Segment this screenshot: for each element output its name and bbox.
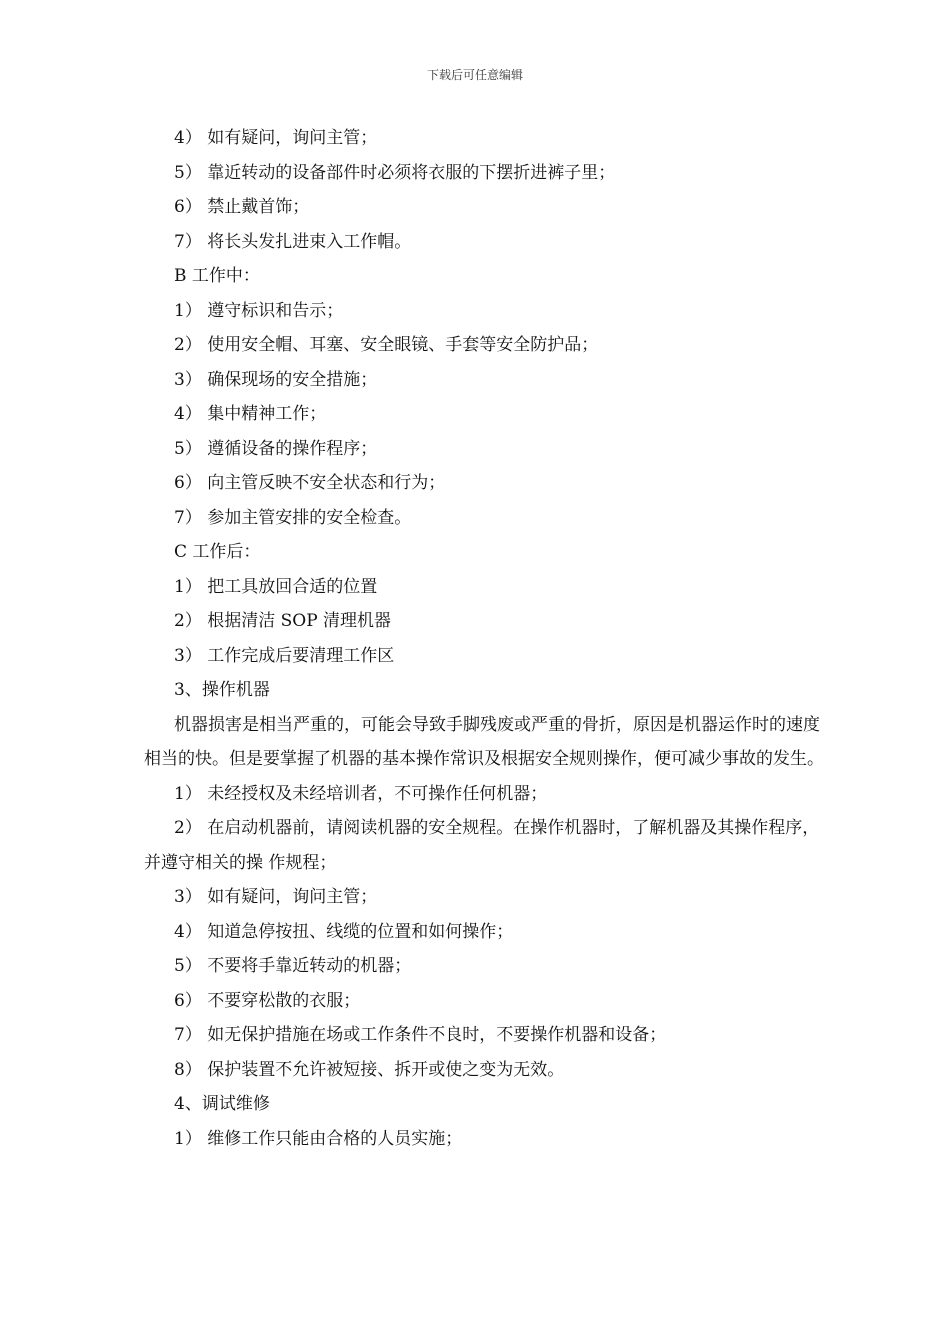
- list-line: 8） 保护装置不允许被短接、拆开或使之变为无效。: [174, 1059, 565, 1080]
- page-header: 下载后可任意编辑: [426, 68, 523, 82]
- list-line: 4、调试维修: [174, 1094, 270, 1114]
- list-line: 2） 根据清洁 SOP 清理机器: [174, 611, 392, 631]
- list-line: 7） 参加主管安排的安全检查。: [174, 507, 412, 528]
- list-line: 1） 把工具放回合适的位置: [174, 576, 378, 597]
- list-line: 6） 向主管反映不安全状态和行为；: [174, 473, 446, 493]
- list-line: 5） 不要将手靠近转动的机器；: [174, 956, 412, 976]
- list-line: 4） 知道急停按扭、线缆的位置和如何操作；: [174, 921, 514, 942]
- list-line: 1） 维修工作只能由合格的人员实施；: [174, 1128, 463, 1149]
- list-line: 5） 靠近转动的设备部件时必须将衣服的下摆折进裤子里；: [174, 162, 616, 183]
- document-body: [144, 121, 824, 1156]
- list-line: 6） 禁止戴首饰；: [174, 197, 310, 217]
- paragraph: 机器损害是相当严重的，可能会导致手脚残废或严重的骨折，原因是机器运作时的速度相当的快。但是要掌握了机器的基本操作常识及根据安全规则操作，便可减少事故的发生。: [144, 714, 824, 769]
- list-line: 7） 如无保护措施在场或工作条件不良时，不要操作机器和设备；: [174, 1025, 667, 1045]
- list-line: B 工作中：: [174, 266, 260, 286]
- list-line: 4） 集中精神工作；: [174, 404, 327, 424]
- list-line: 4） 如有疑问，询问主管；: [174, 128, 378, 148]
- list-line: 3） 如有疑问，询问主管；: [174, 887, 378, 907]
- list-line: 7） 将长头发扎进束入工作帽。: [174, 231, 412, 252]
- list-line: 6） 不要穿松散的衣服；: [174, 990, 361, 1011]
- list-line: C 工作后：: [174, 542, 261, 562]
- list-line: 1） 未经授权及未经培训者，不可操作任何机器；: [174, 783, 548, 804]
- list-line: 3、操作机器: [174, 680, 270, 700]
- list-line: 5） 遵循设备的操作程序；: [174, 438, 378, 459]
- list-line: 1） 遵守标识和告示；: [174, 300, 344, 321]
- list-line: 3） 工作完成后要清理工作区: [174, 645, 395, 666]
- paragraph: 2） 在启动机器前，请阅读机器的安全规程。在操作机器时，了解机器及其操作程序，并遵守相关的操 作规程；: [144, 818, 820, 873]
- list-line: 3） 确保现场的安全措施；: [174, 369, 378, 390]
- list-line: 2） 使用安全帽、耳塞、安全眼镜、手套等安全防护品；: [174, 335, 599, 355]
